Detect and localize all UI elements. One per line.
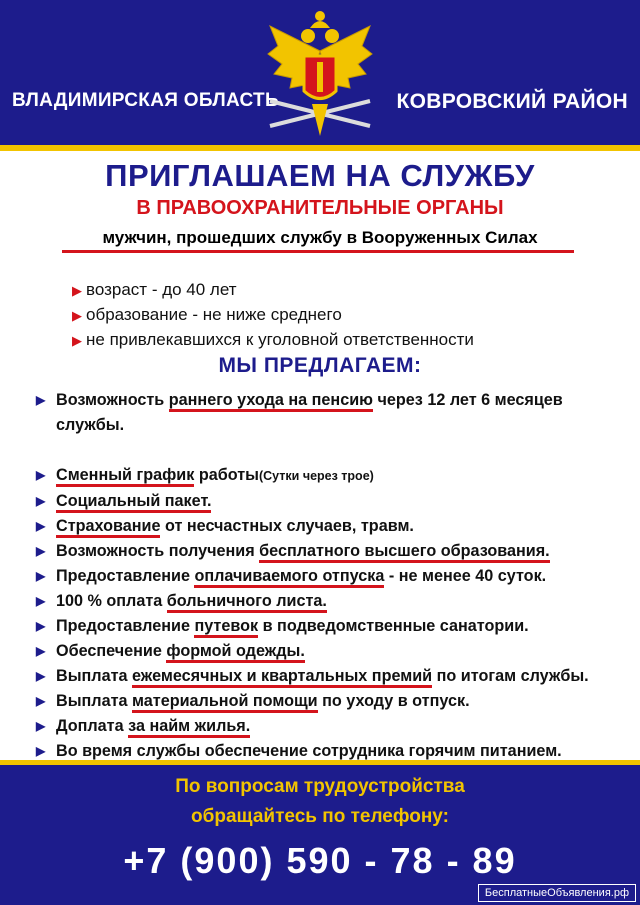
requirement-item: ▶ не привлекавшихся к уголовной ответственности (72, 330, 474, 349)
blue-arrow-icon: ▶ (36, 494, 46, 508)
requirement-item: ▶ возраст - до 40 лет (72, 280, 237, 299)
red-arrow-icon: ▶ (72, 333, 82, 348)
offer-item: ▶ Предоставление путевок в подведомственные санатории. (36, 614, 626, 639)
offer-item: ▶ Доплата за найм жилья. (36, 714, 626, 739)
headline-audience: мужчин, прошедших службу в Вооруженных Силах (102, 228, 538, 247)
offer-item: ▶ 100 % оплата больничного листа. (36, 589, 626, 614)
offer-item: ▶ Возможность получения бесплатного высшего образования. (36, 539, 626, 564)
audience-underline (62, 250, 574, 253)
footer-stripe (0, 760, 640, 765)
red-arrow-icon: ▶ (72, 283, 82, 298)
offer-item: ▶ Во время службы обеспечение сотрудника горячим питанием. (36, 739, 626, 764)
blue-arrow-icon: ▶ (36, 644, 46, 658)
region-left: ВЛАДИМИРСКАЯ ОБЛАСТЬ (12, 90, 279, 111)
blue-arrow-icon: ▶ (36, 669, 46, 683)
footer-line1: По вопросам трудоустройства (175, 776, 465, 797)
watermark-label: БесплатныеОбъявления.рф (478, 884, 636, 902)
offer-item: ▶ Выплата материальной помощи по уходу в отпуск. (36, 689, 626, 714)
offer-title: МЫ ПРЕДЛАГАЕМ: (218, 354, 422, 377)
red-arrow-icon: ▶ (72, 308, 82, 323)
footer-line2: обращайтесь по телефону: (191, 806, 449, 827)
blue-arrow-icon: ▶ (36, 393, 46, 407)
offer-item: ▶ Страхование от несчастных случаев, травм. (36, 514, 626, 539)
offer-item: ▶ Сменный график работы(Сутки через трое) (36, 463, 626, 489)
blue-arrow-icon: ▶ (36, 519, 46, 533)
blue-arrow-icon: ▶ (36, 468, 46, 482)
blue-arrow-icon: ▶ (36, 569, 46, 583)
eagle-emblem-icon (260, 6, 380, 146)
headline-subtitle: В ПРАВООХРАНИТЕЛЬНЫЕ ОРГАНЫ (136, 197, 504, 219)
phone-number[interactable]: +7 (900) 590 - 78 - 89 (123, 840, 517, 881)
blue-arrow-icon: ▶ (36, 594, 46, 608)
offers-list (36, 388, 626, 764)
blue-arrow-icon: ▶ (36, 719, 46, 733)
offer-item: ▶ Обеспечение формой одежды. (36, 639, 626, 664)
blue-arrow-icon: ▶ (36, 694, 46, 708)
offer-item: ▶ Социальный пакет. (36, 489, 626, 514)
region-right: КОВРОВСКИЙ РАЙОН (396, 90, 628, 113)
blue-arrow-icon: ▶ (36, 544, 46, 558)
offer-item: ▶ Предоставление оплачиваемого отпуска - не менее 40 суток. (36, 564, 626, 589)
offer-item: ▶ Возможность раннего ухода на пенсию через 12 лет 6 месяцев службы. (36, 388, 626, 438)
offer-item: ▶ Выплата ежемесячных и квартальных премий по итогам службы. (36, 664, 626, 689)
blue-arrow-icon: ▶ (36, 744, 46, 758)
blue-arrow-icon: ▶ (36, 619, 46, 633)
requirement-item: ▶ образование - не ниже среднего (72, 305, 342, 324)
headline-title: ПРИГЛАШАЕМ НА СЛУЖБУ (105, 158, 535, 193)
